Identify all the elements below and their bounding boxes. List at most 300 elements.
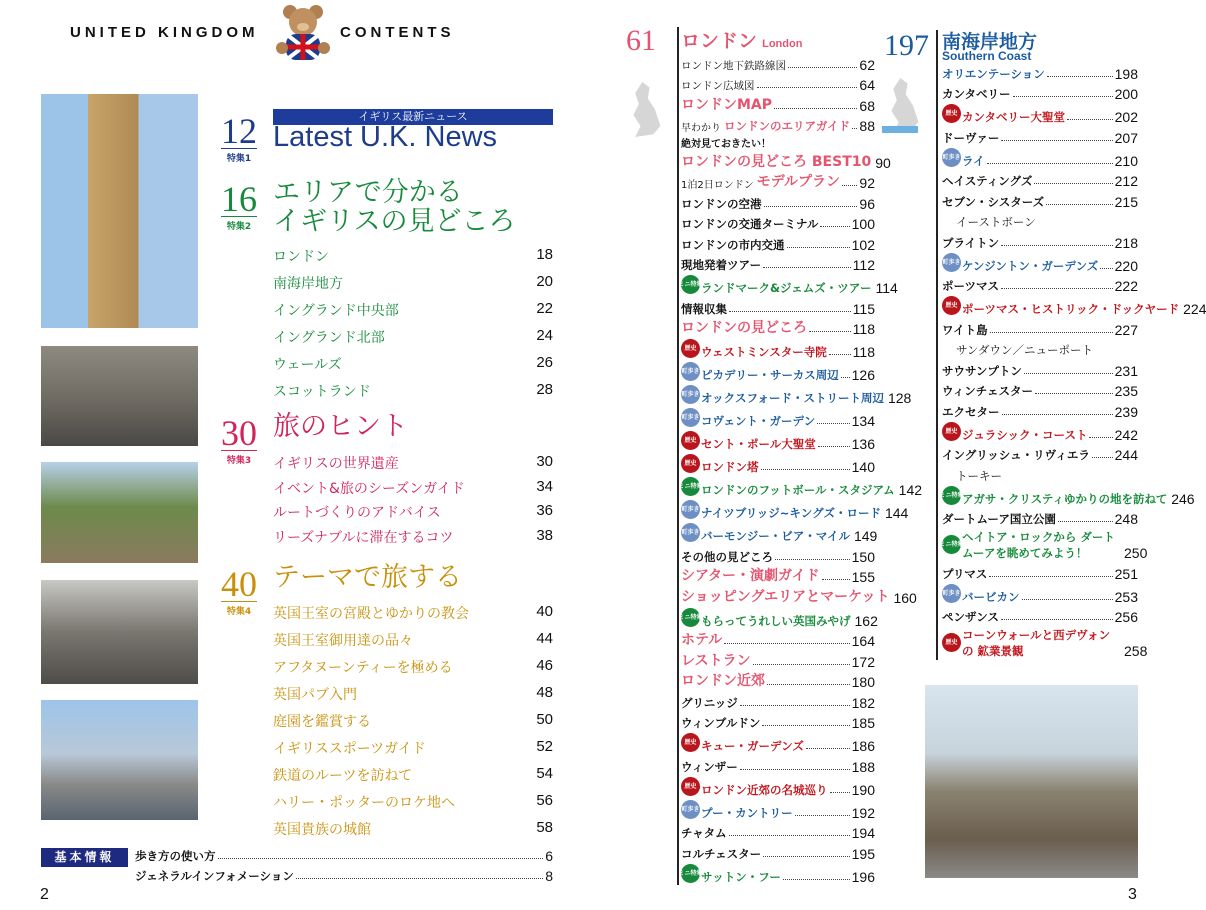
feature-item-label: 英国王室御用達の品々	[273, 633, 413, 649]
feature-item[interactable]	[273, 684, 553, 708]
toc-entry-label: ロンドン塔	[701, 460, 759, 474]
toc-entry-label: レストラン	[681, 652, 751, 669]
toc-entry[interactable]	[681, 670, 875, 691]
toc-entry[interactable]	[942, 399, 1138, 420]
feature-item-label: ハリー・ポッターのロケ地へ	[273, 795, 455, 811]
basic-info-label: 基本情報	[41, 848, 128, 867]
leader-dots	[729, 835, 850, 836]
toc-entry[interactable]	[942, 582, 1138, 605]
toc-entry[interactable]	[681, 585, 917, 606]
toc-entry-label: ワイト島	[942, 322, 988, 337]
leader-dots	[1047, 76, 1113, 77]
feature-item[interactable]	[273, 327, 553, 351]
feature-item-label: リーズナブルに滞在するコツ	[273, 529, 454, 546]
toc-entry[interactable]	[942, 507, 1138, 528]
feature-item-label: 庭園を鑑賞する	[273, 714, 371, 730]
leader-dots	[740, 705, 850, 706]
feature-item[interactable]	[273, 603, 553, 627]
toc-entry-label: モデルプラン	[756, 174, 841, 190]
toc-entry-label: ロンドンMAP	[681, 96, 773, 113]
toc-entry-label: ピカデリー・サーカス周辺	[701, 368, 839, 382]
toc-entry-label: コルチェスター	[681, 846, 762, 861]
toc-entry-label: 絶対見ておきたい！	[681, 139, 771, 150]
toc-entry[interactable]	[678, 475, 923, 498]
toc-entry-label: ウィンブルドン	[681, 716, 761, 730]
toc-entry-page: 192	[851, 804, 875, 821]
toc-entry-label: ウィンザー	[681, 759, 738, 774]
leader-dots	[1058, 521, 1113, 522]
feature-title[interactable]: テーマで旅する	[273, 562, 462, 593]
toc-entry-label: チャタム	[681, 826, 727, 840]
toc-entry[interactable]	[942, 146, 1138, 169]
green-badge-icon: ミニ特集	[942, 486, 961, 505]
leader-dots	[795, 815, 850, 816]
blue-badge-icon: 町歩き	[681, 385, 700, 404]
toc-entry[interactable]	[681, 52, 875, 73]
toc-entry-page: 250	[1124, 545, 1148, 561]
blue-badge-icon: 町歩き	[681, 408, 700, 427]
toc-entry[interactable]	[942, 210, 1138, 231]
blue-badge-icon: 町歩き	[942, 584, 961, 603]
toc-entry-label: ホテル	[681, 632, 723, 648]
toc-entry-label: セント・ポール大聖堂	[701, 437, 816, 451]
leader-dots	[1013, 96, 1113, 97]
toc-entry-label: ジュラシック・コースト	[962, 427, 1088, 442]
green-badge-icon: ミニ特集	[681, 275, 700, 294]
feature-label: 特集3	[226, 456, 252, 466]
toc-entry[interactable]	[681, 73, 875, 94]
feature-item[interactable]	[273, 527, 553, 551]
leader-dots	[762, 725, 849, 726]
feature-item-page: 38	[536, 526, 553, 544]
toc-entry-label: カンタベリー	[942, 87, 1011, 101]
toc-entry-prefix: 早わかり	[681, 123, 721, 134]
toc-entry[interactable]	[681, 171, 875, 192]
toc-entry-prefix: 1泊2日ロンドン	[681, 180, 754, 191]
feature-item[interactable]	[273, 657, 553, 681]
toc-entry-page: 218	[1114, 234, 1138, 251]
toc-entry-label: ヘイトア・ロックから ダートムーアを眺めてみよう！	[962, 530, 1115, 560]
leader-dots	[1034, 183, 1112, 184]
south-title-ja: 南海岸地方	[942, 31, 1038, 53]
toc-entry[interactable]	[681, 317, 875, 338]
toc-entry[interactable]	[681, 821, 875, 842]
leader-dots	[818, 446, 850, 447]
toc-entry-page: 198	[1114, 65, 1138, 82]
toc-entry-label: サンダウン／ニューポート	[956, 343, 1093, 357]
feature-item-page: 58	[536, 819, 553, 836]
toc-entry-page: 134	[851, 413, 875, 429]
feature-label: 特集1	[226, 154, 252, 164]
toc-entry-page: 227	[1114, 321, 1138, 338]
toc-entry-page: 239	[1114, 403, 1138, 420]
blue-badge-icon: 町歩き	[942, 253, 961, 272]
leader-dots	[1001, 288, 1113, 289]
toc-entry-label: ロンドンのフットボール・スタジアム	[701, 483, 895, 497]
toc-entry-page: 258	[1124, 643, 1148, 659]
toc-entry-page: 115	[852, 300, 875, 317]
toc-entry-page: 140	[851, 459, 875, 475]
leader-dots	[842, 185, 857, 186]
feature-item[interactable]	[273, 630, 553, 654]
toc-entry-label: ロンドンの市内交通	[681, 237, 785, 252]
feature-item[interactable]	[273, 300, 553, 324]
leader-dots	[763, 856, 849, 857]
feature-item-label: ルートづくりのアドバイス	[273, 505, 441, 521]
leader-dots	[775, 559, 850, 560]
feature-item-page: 54	[536, 765, 553, 782]
market-photo	[41, 462, 198, 563]
feature-item[interactable]	[273, 273, 553, 297]
toc-entry[interactable]	[681, 114, 875, 135]
toc-entry[interactable]	[942, 102, 1138, 125]
toc-entry-label: イーストボーン	[956, 215, 1036, 229]
leader-dots	[1092, 457, 1113, 458]
feature-title[interactable]: 旅のヒント	[273, 411, 408, 442]
feature-item-label: アフタヌーンティーを極める	[273, 660, 453, 676]
toc-entry-page: 242	[1114, 426, 1138, 443]
basic-info-item-label: ジェネラルインフォメーション	[135, 868, 294, 883]
toc-entry-label: プリマス	[942, 566, 988, 581]
feature-item-page: 36	[536, 502, 553, 519]
toc-entry[interactable]	[681, 383, 912, 406]
basic-info-item-label: 歩き方の使い方	[135, 848, 216, 863]
toc-entry[interactable]	[942, 561, 1138, 582]
toc-entry[interactable]	[681, 629, 875, 650]
feature-item-page: 24	[536, 327, 553, 344]
toc-entry[interactable]	[942, 82, 1138, 103]
leader-dots	[809, 331, 851, 332]
leader-dots	[1022, 599, 1113, 600]
toc-entry-label: ロンドン地下鉄路線図	[681, 59, 786, 72]
toc-entry[interactable]	[681, 253, 875, 274]
toc-entry-page: 136	[851, 436, 875, 452]
toc-entry-label: シアター・演劇ガイド	[681, 568, 820, 584]
toc-entry-label: ウィンチェスター	[942, 384, 1033, 398]
toc-entry-label: ロンドンの見どころ BEST10	[681, 153, 872, 170]
leader-dots	[788, 67, 857, 68]
feature-item-label: 英国王室の宮殿とゆかりの教会	[273, 606, 469, 622]
toc-entry-page: 196	[851, 868, 875, 885]
toc-entry-page: 155	[851, 569, 875, 585]
toc-entry-page: 246	[1171, 490, 1195, 507]
feature-item-label: イングランド中央部	[273, 303, 399, 319]
leader-dots	[817, 423, 849, 424]
feature-page-number: 40	[221, 564, 257, 604]
toc-entry[interactable]	[942, 125, 1138, 146]
basic-info-item[interactable]	[135, 843, 553, 864]
toc-entry[interactable]	[942, 605, 1138, 626]
toc-entry-label: 情報収集	[681, 301, 727, 316]
red-badge-icon: 歴史	[681, 339, 700, 358]
railway-station-photo	[41, 580, 198, 684]
feature-item-page: 56	[536, 792, 553, 809]
toc-entry-page: 231	[1114, 362, 1138, 379]
toc-entry[interactable]	[942, 443, 1138, 464]
toc-entry-page: 118	[852, 344, 875, 360]
toc-entry[interactable]	[681, 232, 875, 253]
toc-entry-label: セブン・シスターズ	[942, 194, 1045, 209]
divider	[936, 30, 938, 660]
toc-entry[interactable]	[942, 463, 1138, 484]
toc-entry[interactable]	[681, 191, 875, 212]
leader-dots	[820, 226, 849, 227]
toc-entry[interactable]	[681, 544, 875, 565]
teddy-bear-logo	[270, 0, 336, 66]
feature-item-page: 50	[536, 711, 553, 728]
feature-item-page: 20	[536, 273, 553, 290]
toc-entry[interactable]	[681, 798, 875, 821]
toc-entry-label: サットン・フー	[701, 869, 781, 884]
toc-entry-page: 200	[1114, 86, 1138, 102]
south-page-number: 197	[884, 29, 929, 62]
toc-entry-label: プー・カントリー	[701, 805, 793, 820]
toc-entry[interactable]	[681, 841, 875, 862]
toc-entry-page: 62	[859, 56, 875, 73]
toc-entry-page: 235	[1114, 383, 1138, 399]
toc-entry-label: ダートムーア国立公園	[942, 512, 1056, 526]
toc-entry-label: ヘイスティングズ	[942, 174, 1033, 188]
toc-entry-page: 194	[851, 825, 875, 841]
toc-entry-label: ロンドンの空港	[681, 196, 762, 211]
toc-entry[interactable]	[681, 711, 875, 732]
feature-title[interactable]: エリアで分かる イギリスの見どころ	[273, 177, 516, 237]
toc-entry-page: 112	[852, 257, 875, 273]
harbour-statue-photo	[925, 685, 1138, 878]
feature-item[interactable]	[273, 792, 553, 816]
leader-dots	[1002, 414, 1113, 415]
contents-heading: CONTENTS	[340, 24, 455, 41]
toc-entry-page: 248	[1114, 511, 1138, 527]
toc-entry[interactable]	[942, 420, 1138, 443]
leader-dots	[1046, 204, 1113, 205]
toc-entry[interactable]	[681, 406, 875, 429]
toc-entry[interactable]	[681, 429, 875, 452]
feature-item[interactable]	[273, 453, 553, 477]
leader-dots	[740, 769, 850, 770]
blue-badge-icon: 町歩き	[681, 800, 700, 819]
red-badge-icon: 歴史	[942, 633, 961, 652]
news-banner: イギリス最新ニュース	[273, 109, 553, 125]
toc-entry-label: サウサンプトン	[942, 363, 1022, 378]
leader-dots	[852, 128, 857, 129]
leader-dots	[767, 684, 850, 685]
toc-entry[interactable]	[942, 230, 1138, 251]
toc-entry[interactable]	[681, 93, 875, 114]
toc-entry-page: 186	[851, 738, 875, 754]
toc-entry-label: ロンドンのエリアガイド	[724, 119, 851, 133]
toc-entry-page: 195	[851, 845, 875, 862]
toc-entry-page: 182	[851, 694, 875, 711]
toc-entry-page: 188	[851, 758, 875, 775]
blue-badge-icon: 町歩き	[681, 500, 700, 519]
basic-info-item[interactable]	[135, 863, 553, 884]
london-title	[681, 26, 802, 53]
toc-entry-page: 100	[851, 216, 875, 232]
feature-item-page: 18	[536, 246, 553, 263]
leader-dots	[1067, 119, 1113, 120]
leader-dots	[1035, 393, 1113, 394]
feature-item-label: ロンドン	[273, 249, 329, 265]
basic-info-item-page: 8	[545, 867, 553, 884]
toc-entry[interactable]	[942, 625, 1148, 659]
toc-entry[interactable]	[681, 360, 875, 383]
feature-item-page: 48	[536, 684, 553, 701]
toc-entry[interactable]	[681, 690, 875, 711]
red-badge-icon: 歴史	[942, 296, 961, 315]
feature-item-label: イングランド北部	[273, 330, 385, 346]
toc-entry[interactable]	[681, 731, 875, 754]
toc-entry-page: 114	[875, 280, 898, 296]
feature-item[interactable]	[273, 819, 553, 843]
toc-entry-label: キュー・ガーデンズ	[701, 739, 804, 753]
toc-entry[interactable]	[681, 134, 875, 150]
big-ben-photo	[41, 94, 198, 328]
toc-entry-label: ロンドン近郊	[681, 673, 765, 689]
toc-entry[interactable]	[681, 754, 875, 775]
leader-dots	[296, 878, 543, 879]
leader-dots	[806, 748, 850, 749]
toc-entry-page: 128	[887, 390, 912, 406]
leader-dots	[1001, 619, 1113, 620]
toc-entry-page: 215	[1114, 193, 1138, 210]
toc-entry[interactable]	[942, 358, 1138, 379]
uk-map-icon	[886, 78, 922, 133]
toc-entry-page: 164	[851, 633, 875, 649]
toc-entry[interactable]	[681, 565, 875, 586]
leader-dots	[1001, 245, 1112, 246]
toc-entry[interactable]	[681, 150, 891, 171]
toc-entry[interactable]	[942, 61, 1138, 82]
feature-item[interactable]	[273, 246, 553, 270]
toc-entry-page: 224	[1183, 301, 1206, 317]
london-title-en: London	[762, 38, 803, 50]
toc-entry[interactable]	[678, 606, 878, 629]
toc-entry[interactable]	[678, 273, 898, 296]
feature-item[interactable]	[273, 381, 553, 405]
south-coast-highlight	[882, 126, 918, 133]
toc-entry-page: 190	[851, 781, 875, 798]
page-number-left: 2	[40, 886, 49, 903]
leader-dots	[830, 792, 850, 793]
feature-item[interactable]	[273, 354, 553, 378]
toc-entry[interactable]	[942, 274, 1138, 295]
feature-item[interactable]	[273, 738, 553, 762]
blue-badge-icon: 町歩き	[942, 148, 961, 167]
feature-item[interactable]	[273, 711, 553, 735]
leader-dots	[787, 247, 850, 248]
toc-entry-label: ケンジントン・ガーデンズ	[962, 258, 1099, 273]
leader-dots	[774, 108, 857, 109]
leader-dots	[757, 87, 858, 88]
toc-entry[interactable]	[681, 521, 878, 544]
toc-entry[interactable]	[681, 775, 875, 798]
toc-entry-label: ポーツマス・ヒストリック・ドックヤード	[962, 302, 1180, 316]
toc-entry[interactable]	[942, 251, 1138, 274]
toc-entry[interactable]	[939, 527, 1148, 561]
toc-entry[interactable]	[942, 379, 1138, 400]
toc-entry-page: 251	[1114, 565, 1138, 582]
leader-dots	[729, 311, 851, 312]
toc-entry-label: オックスフォード・ストリート周辺	[701, 391, 884, 405]
page-number-right: 3	[1128, 886, 1137, 903]
toc-entry-page: 212	[1114, 173, 1138, 189]
toc-entry-page: 102	[851, 236, 875, 253]
feature-item[interactable]	[273, 502, 553, 526]
toc-entry[interactable]	[681, 296, 875, 317]
feature-item-page: 44	[536, 630, 553, 647]
toc-entry[interactable]	[942, 338, 1138, 359]
toc-entry-label: ブライトン	[942, 235, 1000, 250]
toc-entry-page: 144	[884, 505, 909, 521]
toc-entry-page: 68	[859, 97, 875, 114]
toc-entry-page: 207	[1114, 129, 1138, 146]
toc-entry[interactable]	[681, 452, 875, 475]
blue-badge-icon: 町歩き	[681, 523, 700, 542]
toc-entry[interactable]	[942, 294, 1206, 317]
feature-item-label: 英国貴族の城館	[273, 822, 371, 838]
toc-entry-label: イングリッシュ・リヴィエラ	[942, 448, 1090, 462]
red-badge-icon: 歴史	[942, 104, 961, 123]
toc-entry[interactable]	[942, 189, 1138, 210]
feature-page-number: 16	[221, 179, 257, 219]
toc-entry-label: エクセター	[942, 404, 1000, 419]
leader-dots	[987, 163, 1113, 164]
toc-entry-label: バーモンジー・ビア・マイル	[701, 529, 850, 543]
toc-entry-page: 126	[851, 367, 875, 383]
feature-label: 特集2	[226, 222, 252, 232]
leader-dots	[841, 377, 850, 378]
toc-entry[interactable]	[678, 862, 875, 885]
leader-dots	[1024, 373, 1113, 374]
toc-entry[interactable]	[681, 498, 909, 521]
toc-entry-page: 244	[1114, 447, 1138, 463]
feature-label: 特集4	[226, 607, 252, 617]
toc-entry-label: ロンドンの交通ターミナル	[681, 217, 819, 231]
toc-entry-page: 253	[1114, 588, 1138, 605]
toc-entry-page: 210	[1114, 152, 1138, 169]
toc-entry[interactable]	[939, 484, 1195, 507]
toc-entry-label: ロンドン広域図	[681, 80, 755, 92]
toc-entry-page: 149	[853, 528, 878, 544]
toc-entry-page: 202	[1114, 109, 1138, 125]
feature-item-label: ウェールズ	[273, 357, 342, 373]
feature-item-page: 34	[536, 477, 553, 495]
green-badge-icon: ミニ特集	[681, 608, 700, 627]
leader-dots	[763, 267, 851, 268]
toc-entry-label: ロンドンの見どころ	[681, 320, 807, 336]
toc-entry-label: もらってうれしい英国みやげ	[701, 613, 851, 628]
toc-entry-label: ウェストミンスター寺院	[701, 345, 827, 359]
toc-entry[interactable]	[942, 169, 1138, 190]
feature-title[interactable]: Latest U.K. News	[273, 121, 498, 153]
toc-entry-label: ポーツマス	[942, 279, 1000, 293]
toc-entry[interactable]	[942, 317, 1138, 338]
feature-item-label: イベント&旅のシーズンガイド	[273, 480, 465, 497]
leader-dots	[829, 354, 851, 355]
toc-entry-label: オリエンテーション	[942, 66, 1045, 81]
toc-entry[interactable]	[681, 337, 875, 360]
feature-item[interactable]	[273, 765, 553, 789]
toc-entry[interactable]	[681, 212, 875, 233]
street-crowd-photo	[41, 346, 198, 446]
leader-dots	[783, 879, 850, 880]
toc-entry[interactable]	[681, 649, 875, 670]
toc-entry-label: バービカン	[962, 589, 1020, 604]
green-badge-icon: ミニ特集	[942, 535, 961, 554]
toc-entry-label: ライ	[962, 153, 985, 168]
feature-item[interactable]	[273, 478, 553, 502]
